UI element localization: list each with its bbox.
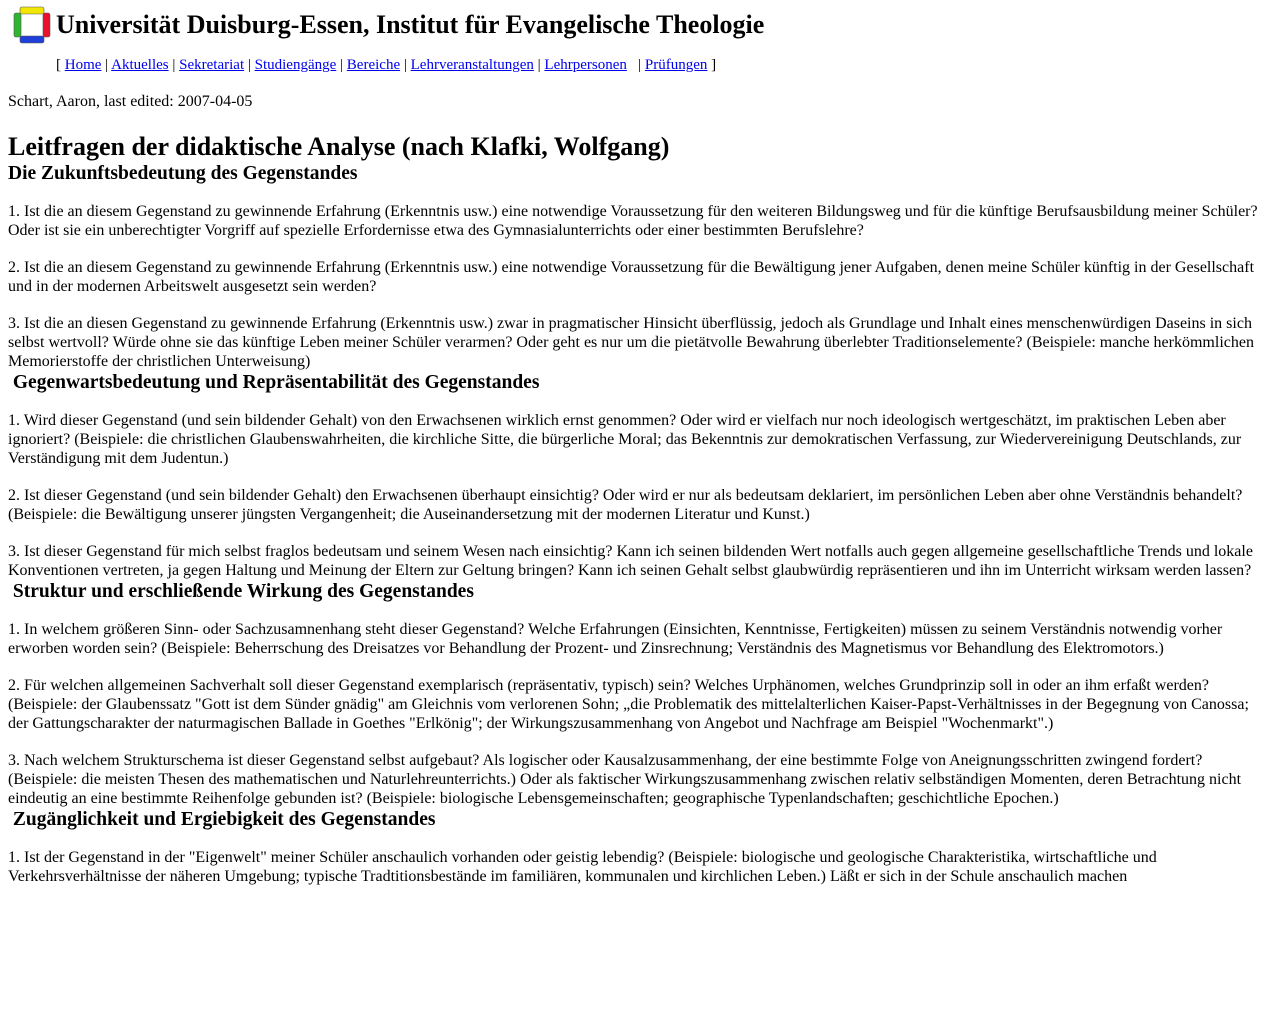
paragraph: 3. Ist dieser Gegenstand für mich selbst fraglos bedeutsam und seinem Wesen nach einsichtig? Kann ich seinen bildenden Wert notfalls auch gegen allgemeine gesellschaftliche Trends und lokale Konventionen vertreten, ja gegen Haltung und Meinung der Eltern zur Geltung bringen? Kann ich seinen Gehalt selbst glaubwürdig repräsentieren und ihn im Unterricht wirksam werden lassen? [8,543,1253,579]
section-heading: Zugänglichkeit und Ergiebigkeit des Gegenstandes [8,809,436,830]
paragraph: 1. Ist die an diesem Gegenstand zu gewinnende Erfahrung (Erkenntnis usw.) eine notwendige Voraussetzung für den weiteren Bildungsweg und für die künftige Berufsausbildung meiner Schüler? Oder ist sie ein unberechtigter Vorgriff auf spezielle Erfordernisse etwa des Gymnasialunterrichts oder einer bestimmten Berufslehre? [8,203,1258,239]
site-title: Universität Duisburg-Essen, Institut für Evangelische Theologie [56,10,765,39]
nav-separator: | [172,57,176,73]
nav-link-home[interactable]: Home [64,57,102,73]
nav-separator: | [537,57,541,73]
nav-bracket-close: ] [711,57,717,73]
logo-bar-right [43,13,50,37]
nav-link-lehrveranstaltungen[interactable]: Lehrveranstaltungen [410,57,534,73]
section-heading: Die Zukunftsbedeutung des Gegenstandes [8,163,358,184]
nav-link-sekretariat[interactable]: Sekretariat [179,57,245,73]
nav-link-pruefungen[interactable]: Prüfungen [644,57,708,73]
nav-link-bereiche[interactable]: Bereiche [346,57,401,73]
site-header [8,0,1272,50]
colored-octagon-logo-icon [12,5,52,45]
nav-separator: | [247,57,251,73]
page-title: Leitfragen der didaktische Analyse (nach Klafki, Wolfgang) [8,132,670,161]
author-edit-info: Schart, Aaron, last edited: 2007-04-05 [8,93,253,110]
top-navigation [56,56,1272,75]
paragraph: 2. Ist dieser Gegenstand (und sein bildender Gehalt) den Erwachsenen überhaupt einsichtig? Oder wird er nur als bedeutsam deklariert, im persönlichen Leben aber ohne Verständnis behandelt? (Beispiele: die Bewältigung unserer jüngsten Vergangenheit; die Auseinandersetzung mit der modernen Literatur und Kunst.) [8,487,1243,523]
nav-link-aktuelles[interactable]: Aktuelles [111,57,169,73]
nav-separator: | [340,57,344,73]
logo-bar-top [20,7,44,14]
section-heading: Gegenwartsbedeutung und Repräsentabilität des Gegenstandes [8,372,540,393]
nav-separator: | [105,57,109,73]
paragraph: 2. Für welchen allgemeinen Sachverhalt soll dieser Gegenstand exemplarisch (repräsentativ, typisch) sein? Welches Urphänomen, welches Grundprinzip soll in oder an ihm erfaßt werden? (Beispiele: der Glaubenssatz "Gott ist dem Sünder gnädig" am Gleichnis vom verlorenen Sohn; „die Problematik des mittelalterlichen Kaiser-Papst-Verhältnisses in der Begegnung von Canossa; der Gattungscharakter der naturmagischen Ballade in Goethes "Erlkönig"; der Wirkungszusammenhang von Angebot und Nachfrage am Beispiel "Wochenmarkt".) [8,677,1249,732]
paragraph: 1. In welchem größeren Sinn- oder Sachzusamnenhang steht dieser Gegenstand? Welche Erfahrungen (Einsichten, Kenntnisse, Fertigkeiten) müssen zu seinem Verständnis notwendig vorher erworben worden sein? (Beispiele: Beherrschung des Dreisatzes vor Behandlung der Prozent- und Zinsrechnung; Verständnis des Magnetismus vor Behandlung des Elektromotors.) [8,621,1223,657]
paragraph: 2. Ist die an diesem Gegenstand zu gewinnende Erfahrung (Erkenntnis usw.) eine notwendige Voraussetzung für die Bewältigung jener Aufgaben, denen meine Schüler künftig in der Gesellschaft und in der modernen Arbeitswelt ausgesetzt sein werden? [8,259,1255,295]
nav-separator: | [403,57,407,73]
paragraph: 1. Ist der Gegenstand in der "Eigenwelt" meiner Schüler anschaulich vorhanden oder geistig lebendig? (Beispiele: biologische und geologische Charakteristika, wirtschaftliche und Verkehrsverhältnisse der näheren Umgebung; typische Tradtitionsbestände im familiären, kommunalen und kirchlichen Leben.) Läßt er sich in der Schule anschaulich machen [8,849,1157,885]
nav-link-lehrpersonen[interactable]: Lehrpersonen [544,57,627,73]
logo-bar-left [14,13,21,37]
nav-link-studiengaenge[interactable]: Studiengänge [254,57,337,73]
nav-separator: | [638,57,642,73]
logo-bar-bottom [20,36,44,43]
section-heading: Struktur und erschließende Wirkung des Gegenstandes [8,581,474,602]
paragraph: 1. Wird dieser Gegenstand (und sein bildender Gehalt) von den Erwachsenen wirklich ernst genommen? Oder wird er vielfach nur noch ideologisch wertgeschätzt, im praktischen Leben aber ignoriert? (Beispiele: die christlichen Glaubenswahrheiten, die kirchliche Sitte, die bürgerliche Moral; das Bekenntnis zur demokratischen Verfassung, zur Wiedervereinigung Deutschlands, zur Verständigung mit dem Judentun.) [8,412,1242,467]
paragraph: 3. Ist die an diesen Gegenstand zu gewinnende Erfahrung (Erkenntnis usw.) zwar in pragmatischer Hinsicht überflüssig, jedoch als Grundlage und Inhalt eines menschenwürdigen Daseins in sich selbst wertvoll? Würde ohne sie das künftige Leben meiner Schüler verarmen? Oder geht es nur um die pietätvolle Bewahrung überlebter Traditionselemente? (Beispiele: manche herkömmlichen Memorierstoffe der christlichen Unterweisung) [8,315,1254,370]
nav-bracket-open: [ [56,57,61,73]
paragraph: 3. Nach welchem Strukturschema ist dieser Gegenstand selbst aufgebaut? Als logischer oder Kausalzusammenhang, der eine bestimmte Folge von Aneignungsschritten zwingend fordert? (Beispiele: die meisten Thesen des mathematischen und Naturlehreunterrichts.) Oder als faktischer Wirkungszusammenhang zwischen relativ selbständigen Momenten, deren Betrachtung nicht eindeutig an eine bestimmte Reihenfolge gebunden ist? (Beispiele: biologische Lebensgemeinschaften; geographische Typenlandschaften; geschichtliche Epochen.) [8,752,1242,807]
